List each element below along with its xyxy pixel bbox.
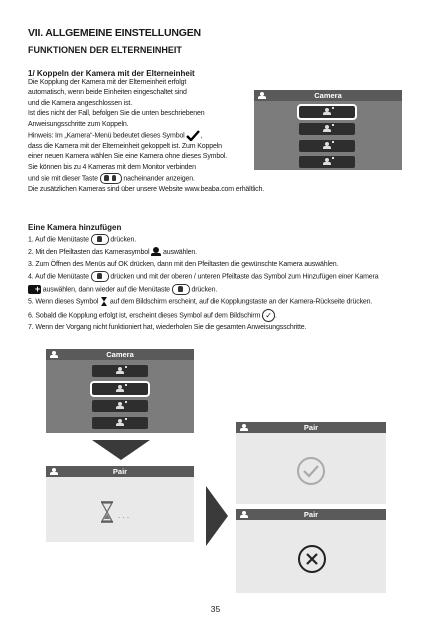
step-text: 5. Wenn dieses Symbol	[28, 298, 99, 306]
camera-icon	[323, 108, 331, 116]
step-text: auswählen.	[162, 248, 197, 256]
pairing-paragraph	[28, 78, 264, 195]
camera-icon	[258, 92, 266, 99]
step-4-cont	[28, 284, 378, 297]
screen-title: Camera	[314, 91, 342, 100]
waiting-dots: . . .	[118, 511, 130, 520]
camera-icon	[323, 142, 331, 150]
step-text: drücken.	[110, 236, 137, 244]
hint-line: einer neuen Kamera wählen Sie eine Kamera ohne dieses Symbol.	[28, 153, 228, 161]
website-line: Die zusätzlichen Kameras sind über unsere Website www.beaba.com erhältlich.	[28, 185, 265, 193]
screen-title: Pair	[112, 467, 128, 476]
add-camera-icon	[28, 285, 41, 294]
check-circle-icon	[296, 456, 326, 486]
camera-icon	[240, 511, 248, 518]
step-text: 6. Sobald die Kopplung erfolgt ist, erscheint dieses Symbol auf dem Bildschirm	[28, 311, 261, 319]
pair-body	[236, 433, 386, 504]
screen-title: Camera	[106, 350, 134, 359]
check-circle-icon: ✓	[262, 309, 275, 322]
page-number: 35	[210, 604, 221, 614]
step-text: drücken und mit der oberen / unteren Pfeiltaste das Symbol zum Hinzufügen einer Kamera	[110, 273, 379, 281]
hourglass-icon	[100, 296, 108, 307]
hourglass-icon	[100, 501, 114, 523]
screen-title-bar	[236, 422, 386, 433]
add-camera-heading: Eine Kamera hinzufügen	[28, 223, 122, 232]
screen-title: Pair	[303, 510, 319, 519]
camera-icon	[151, 247, 161, 256]
step-text: 4. Auf die Menütaste	[28, 273, 89, 281]
step-text: 1. Auf die Menütaste	[28, 236, 89, 244]
step-text: drücken.	[191, 285, 218, 293]
hint-line: dass die Kamera mit der Elterneinheit gekoppelt ist. Zum Koppeln	[28, 142, 222, 150]
camera-slot-2	[299, 123, 355, 135]
max-cameras-line: Sie können bis zu 4 Kameras mit dem Monitor verbinden	[28, 163, 196, 171]
pair-body	[46, 477, 194, 542]
camera-icon	[323, 158, 331, 166]
pairing-line: automatisch, wenn beide Einheiten eingeschaltet sind	[28, 89, 187, 97]
camera-menu-screen-bottom	[46, 349, 194, 433]
camera-slot-4	[299, 156, 355, 168]
key-text: nacheinander anzeigen.	[123, 175, 195, 183]
camera-switch-key-icon	[100, 173, 122, 184]
camera-icon	[116, 385, 124, 393]
camera-slot-2	[92, 383, 148, 395]
hint-line: Hinweis: Im „Kamera“-Menü bedeutet dieses Symbol ,	[28, 130, 264, 142]
section-title: VII. ALLGEMEINE EINSTELLUNGEN	[28, 27, 201, 39]
camera-icon	[50, 468, 58, 475]
camera-icon	[116, 367, 124, 375]
step-text: auf dem Bildschirm erscheint, auf die Kopplungstaste an der Kamera-Rückseite drücken.	[109, 298, 373, 306]
step-3: 3. Zum Öffnen des Menüs auf OK drücken, dann mit den Pfeiltasten die gewünschte Kamera auswählen.	[28, 260, 339, 268]
camera-slot-3	[92, 400, 148, 412]
step-text: .	[275, 311, 277, 319]
key-line	[28, 173, 264, 185]
screen-title-bar	[46, 466, 194, 477]
step-1	[28, 234, 378, 247]
menu-key-icon	[91, 234, 109, 245]
camera-icon	[116, 402, 124, 410]
screen-title: Pair	[303, 423, 319, 432]
menu-key-icon	[172, 284, 190, 295]
screen-title-bar	[236, 509, 386, 520]
step-6	[28, 309, 378, 323]
pairing-line: Die Kopplung der Kamera mit der Elterneinheit erfolgt	[28, 79, 187, 86]
add-camera-steps	[28, 234, 378, 334]
pair-body	[236, 520, 386, 593]
pairing-line: und die Kamera angeschlossen ist.	[28, 99, 133, 107]
pairing-line: Anweisungsschritte zum Koppeln.	[28, 120, 129, 128]
hint-text: Hinweis: Im „Kamera“-Menü bedeutet dieses Symbol	[28, 132, 185, 140]
camera-slot-1	[92, 365, 148, 377]
pairing-heading: 1/ Koppeln der Kamera mit der Elterneinheit	[28, 69, 195, 78]
right-arrow-icon	[206, 486, 228, 546]
camera-icon	[116, 419, 124, 427]
close-circle-icon	[297, 544, 327, 574]
camera-icon	[323, 125, 331, 133]
camera-menu-screen-top	[254, 90, 402, 170]
screen-title-bar	[46, 349, 194, 360]
camera-icon	[240, 424, 248, 431]
subsection-title: FUNKTIONEN DER ELTERNEINHEIT	[28, 45, 182, 55]
step-4	[28, 271, 378, 284]
key-text: und sie mit dieser Taste	[28, 175, 98, 183]
pair-failed-screen	[236, 509, 386, 593]
down-arrow-icon	[92, 440, 150, 460]
step-7: 7. Wenn der Vorgang nicht funktioniert hat, wiederholen Sie die gesamten Anweisungsschritte.	[28, 324, 307, 332]
pair-waiting-screen	[46, 466, 194, 542]
camera-slot-1	[299, 106, 355, 118]
menu-key-icon	[91, 271, 109, 282]
step-text: 2. Mit den Pfeiltasten das Kamerasymbol	[28, 248, 150, 256]
checkmark-icon	[186, 130, 200, 141]
screen-title-bar	[254, 90, 402, 101]
camera-slot-3	[299, 140, 355, 152]
pairing-line: Ist dies nicht der Fall, befolgen Sie die unten beschriebenen	[28, 110, 205, 118]
pair-success-screen	[236, 422, 386, 504]
step-5	[28, 296, 378, 309]
camera-slot-4	[92, 417, 148, 429]
step-2	[28, 247, 378, 259]
camera-icon	[50, 351, 58, 358]
step-text: auswählen, dann wieder auf die Menütaste	[42, 285, 170, 293]
